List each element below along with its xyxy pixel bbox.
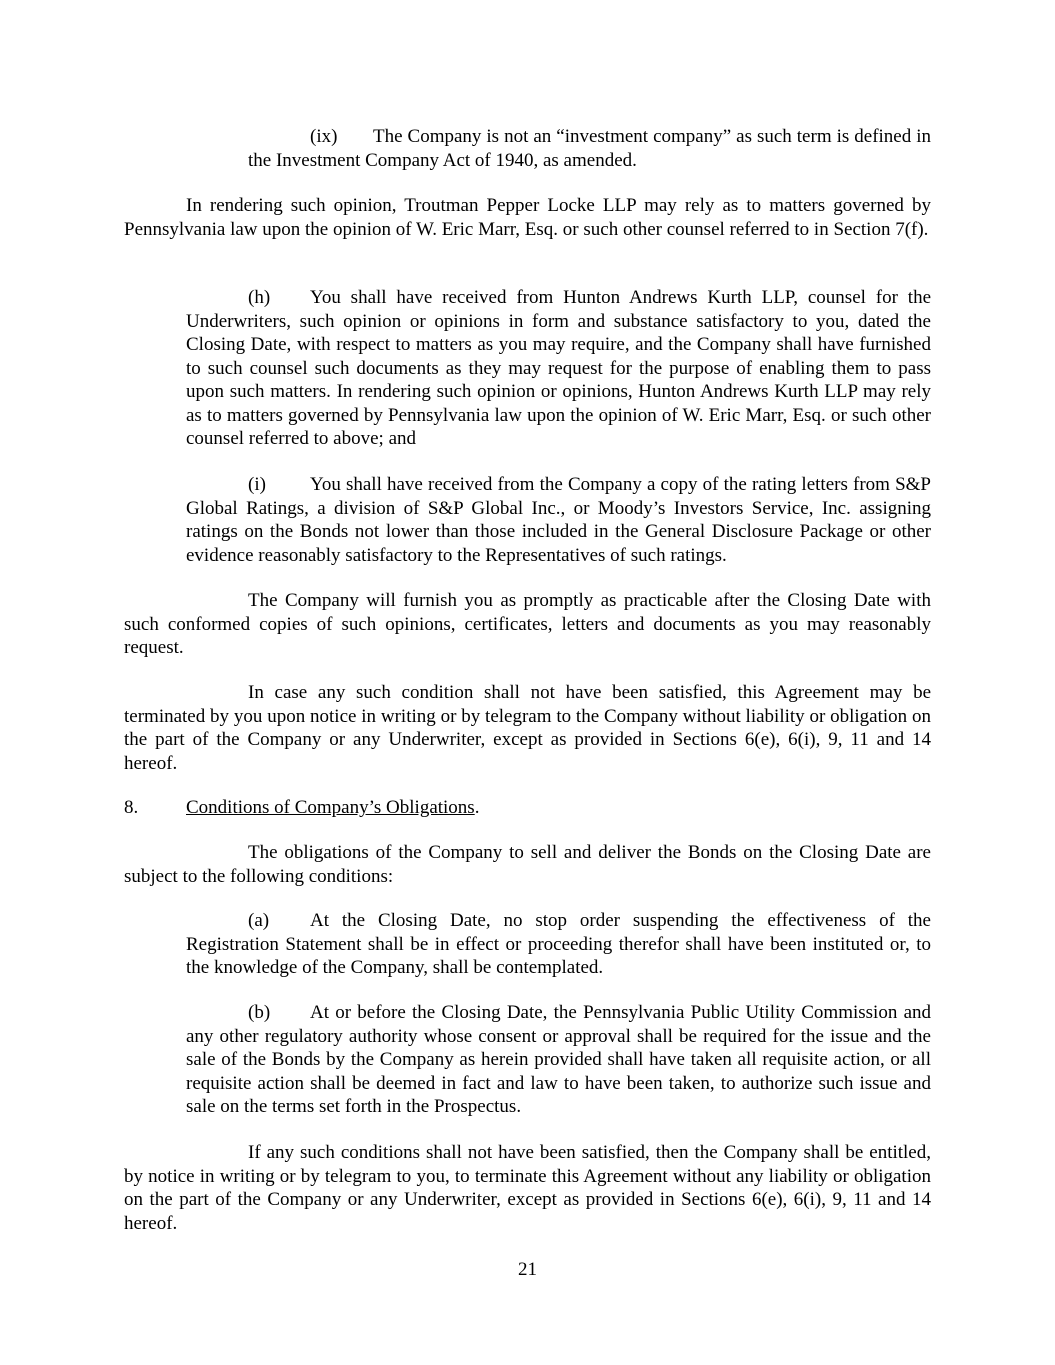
paragraph-ix (248, 125, 931, 172)
paragraph-furnish (124, 589, 931, 660)
paragraph-termination (124, 681, 931, 775)
paragraph-if-not-satisfied-text: If any such conditions shall not have been satisfied, then the Company shall be entitled, by notice in writing or by telegram to you, to terminate this Agreement without any liability or obligation on the part of the Company or any Underwriter, except as provided in Sections 6(e), 6(i), 9, 11 and 14 hereof. (124, 1142, 931, 1234)
paragraph-i-text: You shall have received from the Company a copy of the rating letters from S&P Global Ratings, a division of S&P Global Inc., or Moody’s Investors Service, Inc. assigning ratings on the Bonds not lower than those included in the General Disclosure Package or other evidence reasonably satisfactory to the Representatives of such ratings. (186, 474, 931, 566)
section-8-heading (124, 796, 931, 820)
section-title: Conditions of Company’s Obligations (186, 797, 475, 818)
paragraph-a-text: At the Closing Date, no stop order suspending the effectiveness of the Registration Statement shall be in effect or proceeding therefor shall have been instituted or, to the knowledge of the Company, shall be contemplated. (186, 910, 931, 978)
page-number: 21 (518, 1259, 537, 1280)
paragraph-reliance-text: In rendering such opinion, Troutman Pepper Locke LLP may rely as to matters governed by Pennsylvania law upon the opinion of W. Eric Marr, Esq. or such other counsel referred to in Section 7(f). (124, 195, 931, 240)
paragraph-obligations (124, 841, 931, 888)
item-label-b: (b) (248, 1002, 271, 1023)
paragraph-b (186, 1001, 931, 1119)
item-label-i: (i) (248, 474, 266, 495)
paragraph-reliance (124, 194, 931, 241)
paragraph-b-text: At or before the Closing Date, the Pennsylvania Public Utility Commission and any other regulatory authority whose consent or approval shall be required for the issue and the sale of the Bonds by the Company as herein provided shall have taken all requisite action, or all requisite action shall be deemed in fact and law to have been taken, to authorize such issue and sale on the terms set forth in the Prospectus. (186, 1002, 931, 1117)
paragraph-a (186, 909, 931, 980)
item-label-ix: (ix) (310, 126, 338, 147)
paragraph-h (186, 286, 931, 451)
paragraph-obligations-text: The obligations of the Company to sell and deliver the Bonds on the Closing Date are subject to the following conditions: (124, 842, 931, 887)
paragraph-furnish-text: The Company will furnish you as promptly as practicable after the Closing Date with such conformed copies of such opinions, certificates, letters and documents as you may reasonably request. (124, 590, 931, 658)
section-title-period: . (474, 797, 480, 818)
paragraph-h-text: You shall have received from Hunton Andrews Kurth LLP, counsel for the Underwriters, such opinion or opinions in form and substance satisfactory to you, dated the Closing Date, with respect to matters as you may require, and the Company shall have furnished to such counsel such documents as they may request for the purpose of enabling them to pass upon such matters. In rendering such opinion or opinions, Hunton Andrews Kurth LLP may rely as to matters governed by Pennsylvania law upon the opinion of W. Eric Marr, Esq. or such other counsel referred to above; and (186, 287, 931, 449)
paragraph-i (186, 473, 931, 567)
paragraph-if-not-satisfied (124, 1141, 931, 1235)
item-label-a: (a) (248, 910, 270, 931)
item-label-h: (h) (248, 287, 271, 308)
paragraph-ix-text: The Company is not an “investment company” as such term is defined in the Investment Company Act of 1940, as amended. (248, 126, 931, 171)
paragraph-termination-text: In case any such condition shall not have been satisfied, this Agreement may be terminated by you upon notice in writing or by telegram to the Company without liability or obligation on the part of the Company or any Underwriter, except as provided in Sections 6(e), 6(i), 9, 11 and 14 hereof. (124, 682, 931, 774)
section-number: 8. (124, 797, 139, 818)
